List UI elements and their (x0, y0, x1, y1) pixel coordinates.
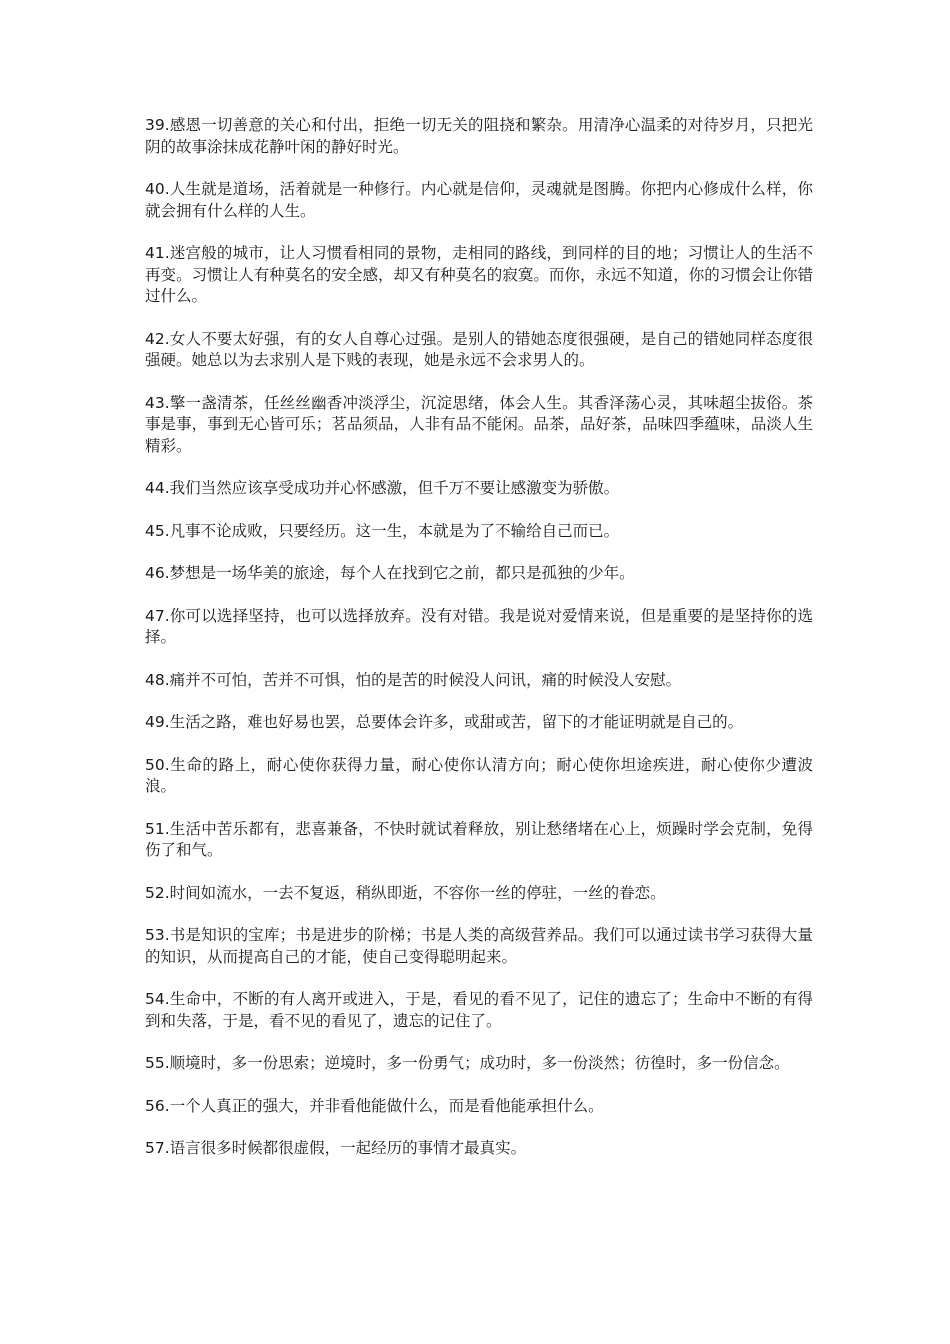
quote-50: 50.生命的路上，耐心使你获得力量，耐心使你认清方向；耐心使你坦途疾进，耐心使你少遭波浪。 (145, 755, 813, 795)
quote-56: 56.一个人真正的强大，并非看他能做什么，而是看他能承担什么。 (145, 1096, 604, 1115)
quote-46: 46.梦想是一场华美的旅途，每个人在找到它之前，都只是孤独的少年。 (145, 564, 635, 582)
quote-57: 57.语言很多时候都很虚假，一起经历的事情才最真实。 (145, 1139, 527, 1157)
quote-54: 54.生命中，不断的有人离开或进入，于是，看见的看不见了，记住的遗忘了；生命中不断的有得到和失落，于是，看不见的看见了，遗忘的记住了。 (145, 990, 813, 1030)
quote-49: 49.生活之路，难也好易也罢，总要体会许多，或甜或苦，留下的才能证明就是自己的。 (145, 713, 744, 731)
quote-55: 55.顺境时，多一份思索；逆境时，多一份勇气；成功时，多一份淡然；彷徨时，多一份信念。 (145, 1054, 790, 1072)
quote-list (145, 115, 813, 1181)
quote-40: 40.人生就是道场，活着就是一种修行。内心就是信仰，灵魂就是图腾。你把内心修成什么样，你就会拥有什么样的人生。 (145, 180, 813, 220)
quote-47: 47.你可以选择坚持，也可以选择放弃。没有对错。我是说对爱情来说，但是重要的是坚持你的选择。 (145, 606, 813, 646)
quote-51: 51.生活中苦乐都有，悲喜兼备，不快时就试着释放，别让愁绪堵在心上，烦躁时学会克制，免得伤了和气。 (145, 819, 813, 859)
quote-42: 42.女人不要太好强，有的女人自尊心过强。是别人的错她态度很强硬，是自己的错她同样态度很强硬。她总以为去求别人是下贱的表现，她是永远不会求男人的。 (145, 329, 813, 369)
quote-44: 44.我们当然应该享受成功并心怀感激，但千万不要让感激变为骄傲。 (145, 479, 620, 497)
quote-52: 52.时间如流水，一去不复返，稍纵即逝，不容你一丝的停驻，一丝的眷恋。 (145, 883, 666, 902)
quote-53: 53.书是知识的宝库；书是进步的阶梯；书是人类的高级营养品。我们可以通过读书学习获得大量的知识，从而提高自己的才能，使自己变得聪明起来。 (145, 926, 813, 966)
quote-41: 41.迷宫般的城市，让人习惯看相同的景物，走相同的路线，到同样的目的地；习惯让人的生活不再变。习惯让人有种莫名的安全感，却又有种莫名的寂寞。而你，永远不知道，你的习惯会让你错过什么。 (145, 244, 813, 305)
quote-45: 45.凡事不论成败，只要经历。这一生，本就是为了不输给自己而已。 (145, 521, 620, 540)
quote-43: 43.擎一盏清茶，任丝丝幽香冲淡浮尘，沉淀思绪，体会人生。其香泽荡心灵，其味超尘拔俗。茶事是事，事到无心皆可乐；茗品须品，人非有品不能闲。品茶，品好茶，品味四季蕴味，品淡人生精彩。 (145, 393, 813, 455)
quote-39: 39.感恩一切善意的关心和付出，拒绝一切无关的阻挠和繁杂。用清净心温柔的对待岁月，只把光阴的故事涂抹成花静叶闲的静好时光。 (145, 116, 813, 156)
quote-48: 48.痛并不可怕，苦并不可惧，怕的是苦的时候没人问讯，痛的时候没人安慰。 (145, 670, 682, 689)
